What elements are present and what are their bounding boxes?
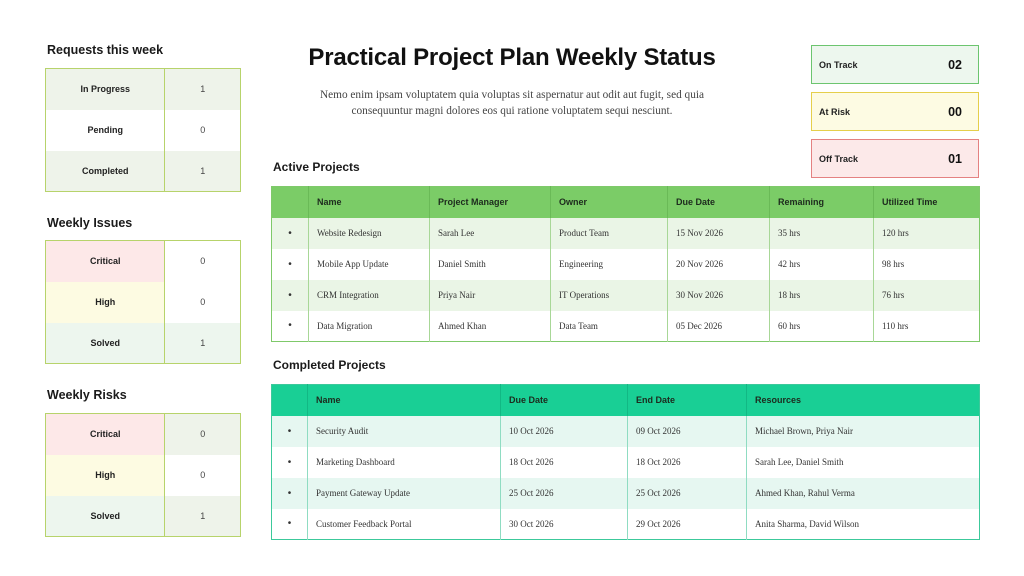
table-row [272, 280, 980, 311]
table-cell: Michael Brown, Priya Nair [747, 416, 980, 447]
requests-label: Completed [46, 151, 165, 192]
risks-label: High [46, 455, 165, 496]
completed-projects-title: Completed Projects [273, 358, 386, 372]
table-header-row [272, 385, 980, 416]
column-header: Resources [747, 385, 980, 416]
table-cell: 76 hrs [874, 280, 980, 311]
bullet-icon: • [272, 280, 309, 311]
column-header-bullet [272, 187, 309, 218]
column-header: Name [308, 385, 501, 416]
bullet-icon: • [272, 447, 308, 478]
bullet-icon: • [272, 218, 309, 249]
active-projects-title: Active Projects [273, 160, 360, 174]
table-cell: Engineering [551, 249, 668, 280]
table-cell: 120 hrs [874, 218, 980, 249]
bullet-icon: • [272, 478, 308, 509]
column-header: Due Date [668, 187, 770, 218]
table-cell: 29 Oct 2026 [628, 509, 747, 540]
table-cell: 05 Dec 2026 [668, 311, 770, 342]
table-row [272, 311, 980, 342]
table-cell: 20 Nov 2026 [668, 249, 770, 280]
table-cell: IT Operations [551, 280, 668, 311]
requests-title: Requests this week [47, 43, 164, 57]
column-header: Owner [551, 187, 668, 218]
table-cell: Mobile App Update [309, 249, 430, 280]
table-cell: Ahmed Khan, Rahul Verma [747, 478, 980, 509]
table-cell: Ahmed Khan [430, 311, 551, 342]
table-row [46, 110, 241, 151]
table-cell: Data Migration [309, 311, 430, 342]
requests-value: 1 [200, 84, 206, 95]
issues-value: 0 [165, 282, 241, 323]
issues-label: Critical [46, 241, 165, 282]
table-cell: Website Redesign [309, 218, 430, 249]
requests-value: 0 [200, 125, 206, 135]
table-cell: 110 hrs [882, 320, 909, 331]
table-row [272, 249, 980, 280]
status-count: 02 [948, 57, 962, 72]
completed-projects-table [271, 384, 980, 540]
table-cell: Payment Gateway Update [308, 478, 501, 509]
table-row [46, 241, 241, 282]
risks-table [45, 413, 241, 537]
table-row [46, 69, 241, 110]
table-cell: Sarah Lee [430, 218, 551, 249]
table-cell: 25 Oct 2026 [628, 478, 747, 509]
bullet-icon: • [272, 509, 308, 540]
table-cell: 10 Oct 2026 [501, 416, 628, 447]
risks-label: Solved [46, 496, 165, 537]
table-row [272, 447, 980, 478]
requests-value: 1 [200, 165, 206, 176]
table-cell: 18 Oct 2026 [501, 447, 628, 478]
table-cell: 18 Oct 2026 [628, 447, 747, 478]
table-cell: CRM Integration [309, 280, 430, 311]
risks-title: Weekly Risks [47, 388, 127, 402]
active-projects-table [271, 186, 980, 342]
table-cell: Sarah Lee, Daniel Smith [755, 457, 844, 467]
table-cell: 98 hrs [882, 259, 905, 269]
risks-value: 0 [165, 455, 241, 496]
issues-table [45, 240, 241, 364]
requests-label: In Progress [46, 69, 165, 110]
table-cell: 30 Oct 2026 [501, 509, 628, 540]
requests-label: Pending [46, 110, 165, 151]
table-cell: Security Audit [308, 416, 501, 447]
table-cell: 25 Oct 2026 [501, 478, 628, 509]
page-subtitle: Nemo enim ipsam voluptatem quia voluptas sit aspernatur aut odit aut fugit, sed quia consequuntur magni dolores eos qui ratione voluptatem sequi nesciunt. [319, 89, 705, 117]
table-cell: 09 Oct 2026 [628, 416, 747, 447]
table-cell: 18 hrs [770, 280, 874, 311]
table-cell: 42 hrs [770, 249, 874, 280]
issues-label: High [46, 282, 165, 323]
status-label: At Risk [819, 106, 851, 117]
bullet-icon: • [272, 311, 309, 342]
risks-label: Critical [46, 414, 165, 455]
issues-value: 1 [165, 323, 241, 364]
issues-label: Solved [46, 323, 165, 364]
status-on-track [811, 45, 979, 84]
table-cell: Data Team [551, 311, 668, 342]
table-cell: Product Team [551, 218, 668, 249]
table-row [272, 478, 980, 509]
requests-table [45, 68, 241, 192]
table-header-row [272, 187, 980, 218]
table-row [272, 416, 980, 447]
risks-value: 1 [165, 496, 241, 537]
table-row [46, 151, 241, 192]
table-cell: Daniel Smith [430, 249, 551, 280]
status-off-track [811, 139, 979, 178]
issues-value: 0 [165, 241, 241, 282]
table-row [272, 509, 980, 540]
column-header: Remaining [770, 187, 874, 218]
table-cell: 60 hrs [770, 311, 874, 342]
page-title: Practical Project Plan Weekly Status [308, 44, 716, 71]
column-header-bullet [272, 385, 308, 416]
issues-title: Weekly Issues [47, 216, 133, 230]
table-cell: 15 Nov 2026 [668, 218, 770, 249]
column-header: Project Manager [430, 187, 551, 218]
table-cell: 35 hrs [770, 218, 874, 249]
status-count: 00 [948, 104, 962, 119]
table-row [46, 496, 241, 537]
table-row [46, 455, 241, 496]
status-label: On Track [819, 59, 858, 70]
bullet-icon: • [272, 249, 309, 280]
column-header: Name [309, 187, 430, 218]
table-cell: Customer Feedback Portal [308, 509, 501, 540]
table-row [46, 282, 241, 323]
status-label: Off Track [819, 153, 859, 164]
column-header: Due Date [501, 385, 628, 416]
status-at-risk [811, 92, 979, 131]
table-row [46, 414, 241, 455]
column-header: Utilized Time [874, 187, 980, 218]
table-row [272, 218, 980, 249]
table-row [46, 323, 241, 364]
table-cell: Anita Sharma, David Wilson [755, 518, 859, 529]
table-cell: 30 Nov 2026 [668, 280, 770, 311]
column-header: End Date [628, 385, 747, 416]
table-cell: Priya Nair [430, 280, 551, 311]
table-cell: Marketing Dashboard [308, 447, 501, 478]
risks-value: 0 [165, 414, 241, 455]
bullet-icon: • [272, 416, 308, 447]
status-count: 01 [948, 151, 962, 166]
